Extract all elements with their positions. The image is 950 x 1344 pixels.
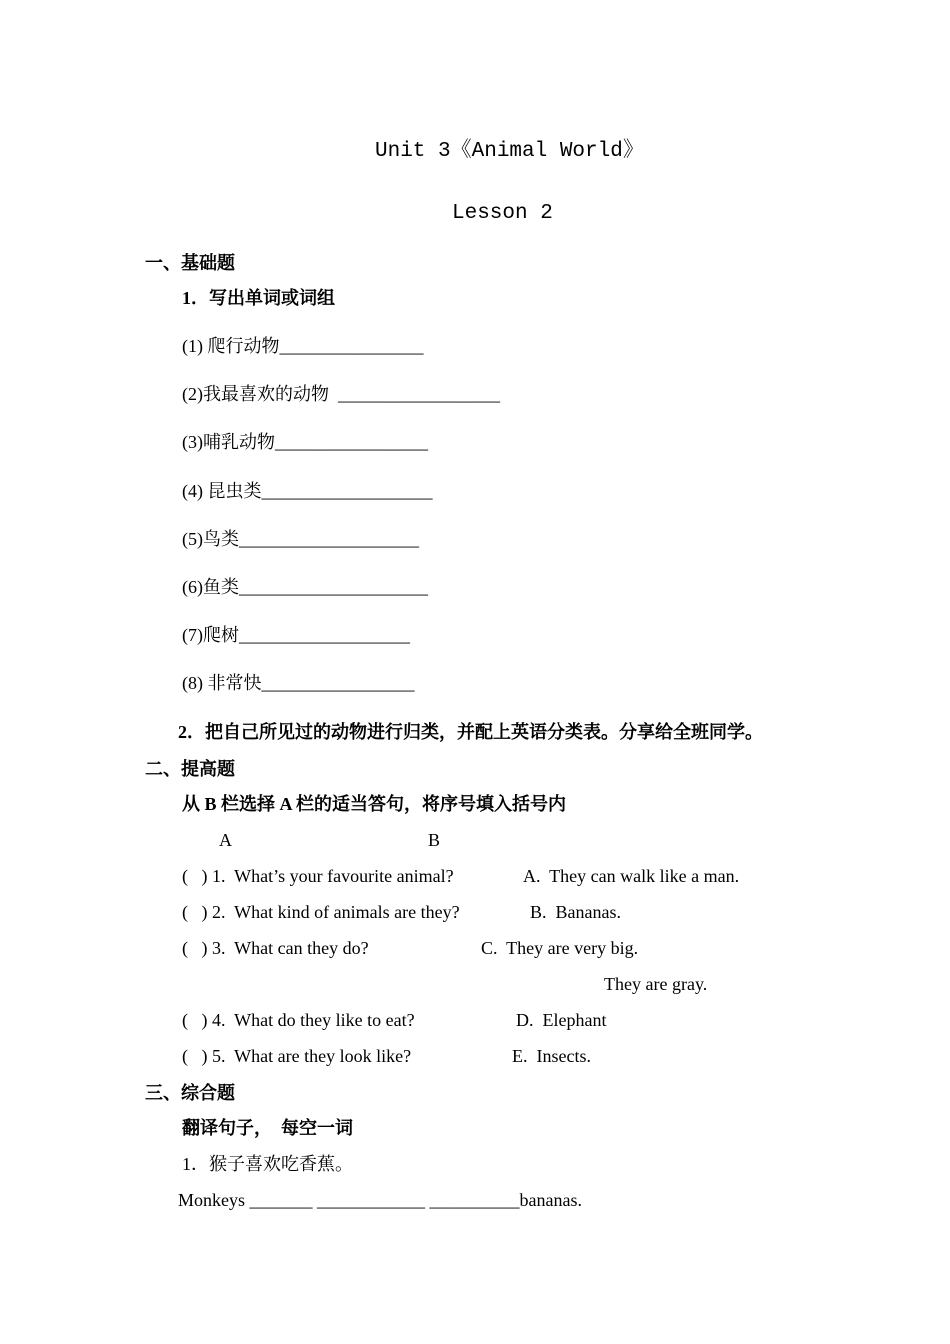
q1-item: (1) 爬行动物________________ (182, 336, 424, 356)
match-answer: A. They can walk like a man. (523, 866, 740, 886)
column-a-label: A (219, 830, 232, 850)
section2-instruction: 从 B 栏选择 A 栏的适当答句，将序号填入括号内 (182, 794, 567, 814)
match-answer: B. Bananas. (530, 902, 621, 922)
match-question: ( ) 2. What kind of animals are they? (182, 902, 460, 922)
match-question: ( ) 1. What’s your favourite animal? (182, 866, 454, 886)
match-answer: E. Insects. (512, 1046, 591, 1066)
match-answer-continuation: They are gray. (604, 974, 708, 994)
section3-heading: 三、综合题 (145, 1083, 235, 1103)
q1-item: (4) 昆虫类___________________ (182, 481, 433, 501)
q2-text: 2．把自己所见过的动物进行归类，并配上英语分类表。分享给全班同学。 (178, 722, 763, 742)
match-question: ( ) 3. What can they do? (182, 938, 369, 958)
q1-item: (7)爬树___________________ (182, 625, 410, 645)
q1-heading: 1．写出单词或词组 (182, 288, 335, 308)
q1-item: (2)我最喜欢的动物 __________________ (182, 384, 500, 404)
column-b-label: B (428, 830, 441, 850)
translation-answer-line: Monkeys _______ ____________ __________bananas. (178, 1190, 582, 1210)
page-title: Unit 3《Animal World》 (375, 140, 644, 163)
match-question: ( ) 5. What are they look like? (182, 1046, 412, 1066)
page-subtitle: Lesson 2 (452, 202, 553, 225)
section2-heading: 二、提高题 (145, 759, 235, 779)
translation-prompt: 1．猴子喜欢吃香蕉。 (182, 1154, 353, 1174)
q1-item: (6)鱼类_____________________ (182, 577, 428, 597)
section1-heading: 一、基础题 (145, 253, 235, 273)
section3-instruction: 翻译句子， 每空一词 (182, 1118, 353, 1138)
q1-item: (8) 非常快_________________ (182, 673, 415, 693)
q1-item: (3)哺乳动物_________________ (182, 432, 428, 452)
match-question: ( ) 4. What do they like to eat? (182, 1010, 415, 1030)
match-answer: D. Elephant (516, 1010, 607, 1030)
match-answer: C. They are very big. (481, 938, 639, 958)
q1-item: (5)鸟类____________________ (182, 529, 419, 549)
